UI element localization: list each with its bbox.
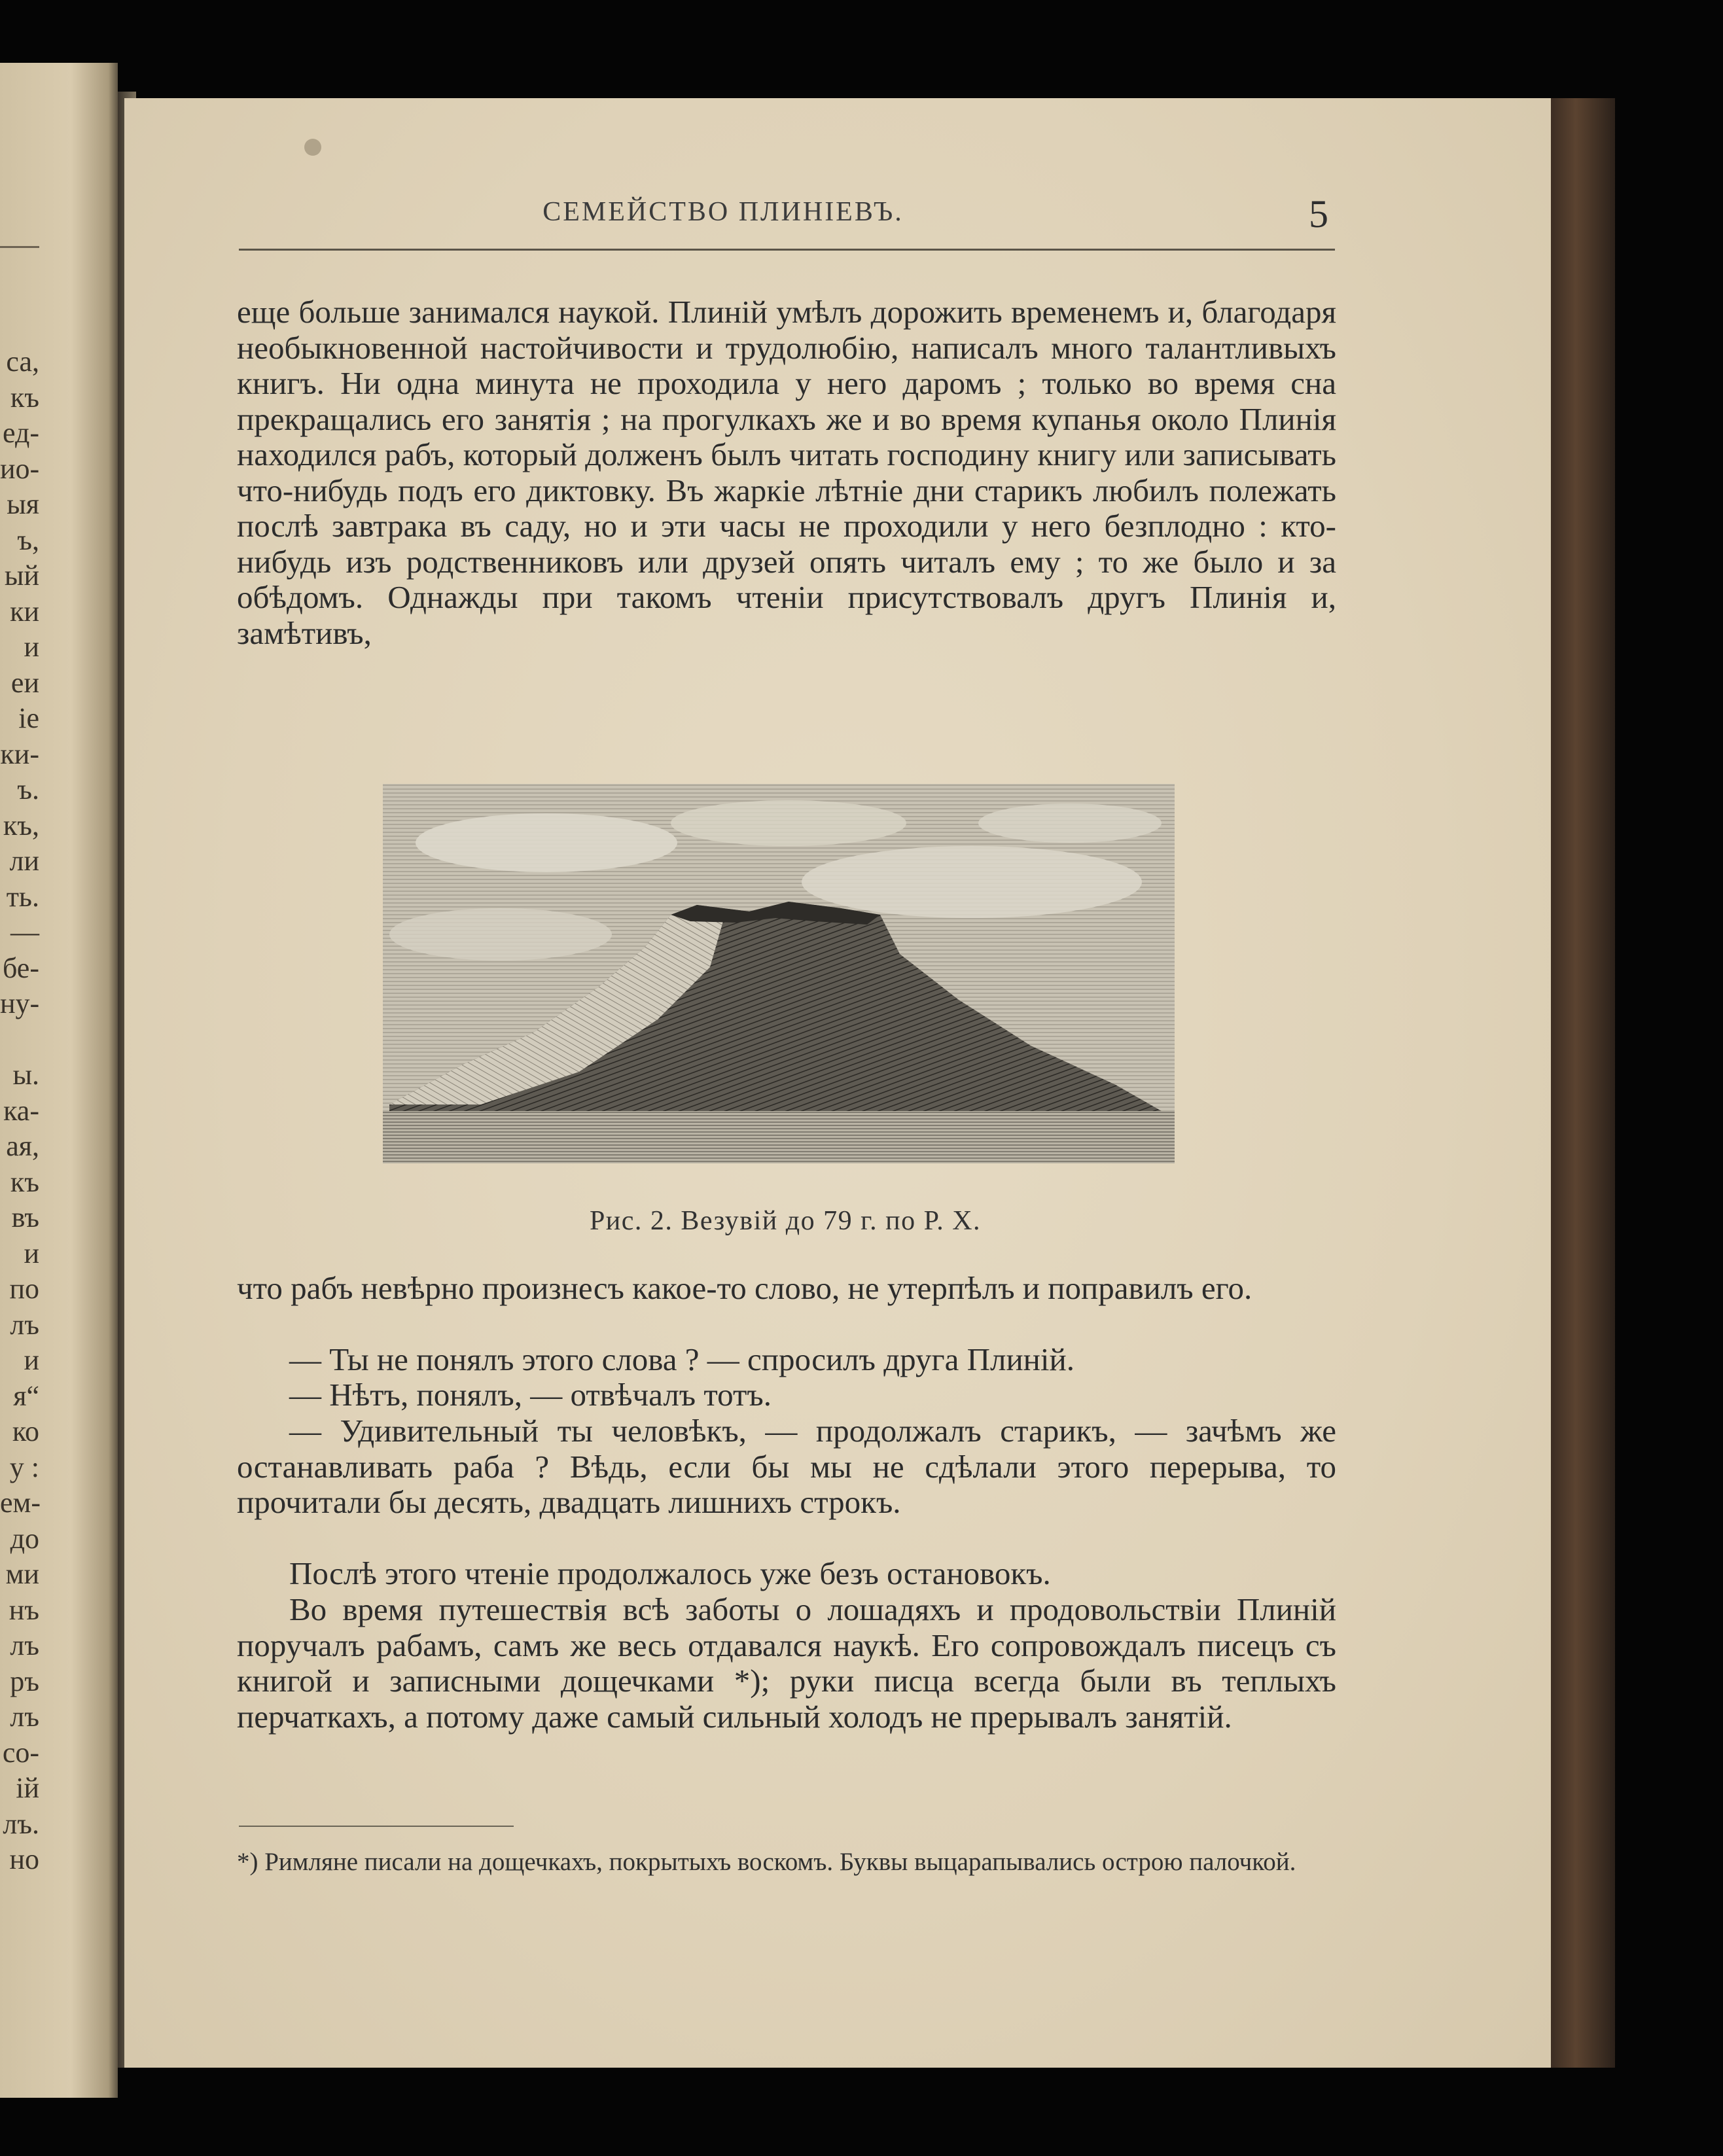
left-page-fragment: въ <box>11 1201 39 1233</box>
running-head: СЕМЕЙСТВО ПЛИНIЕВЪ. <box>542 197 904 227</box>
figure-caption: Рис. 2. Везувiй до 79 г. по Р. Х. <box>589 1206 982 1236</box>
left-page-fragment: ед- <box>3 417 39 449</box>
left-page-fragment: ъ. <box>17 773 39 805</box>
paragraph-1: еще больше занимался наукой. Плинiй умѣлъ дорожить временемъ и, благодаря необыкновенной настойчивости и трудолюбiю, написалъ много талантливыхъ книгъ. Ни одна минута не проходила у него даромъ ; только во время сна прекращались его занятiя ; на прогулкахъ же и во время купанья около Плинiя находился рабъ, который долженъ былъ читать господину книгу или записывать что-нибудь подъ его диктовку. Въ жаркiе лѣтнiе дни старикъ любилъ полежать послѣ завтрака въ саду, но и эти часы не проходили у него безплодно : кто-нибудь изъ родственниковъ или друзей опять читалъ ему ; то же было и за обѣдомъ. Однажды при такомъ чтенiи присутствовалъ другъ Плинiя и, замѣтивъ, <box>237 294 1336 651</box>
footnote-rule <box>239 1826 514 1827</box>
dialogue-line-2: — Нѣтъ, понялъ, — отвѣчалъ тотъ. <box>289 1377 772 1413</box>
left-page-fragment: по <box>9 1273 39 1305</box>
paragraph-2: что рабъ невѣрно произнесъ какое-то слово, не утерпѣлъ и поправилъ его. <box>237 1270 1252 1306</box>
left-page-fragment: но <box>9 1843 39 1875</box>
left-page-fragment: — <box>10 916 39 948</box>
left-page-fragment: iе <box>18 702 39 734</box>
header-rule <box>239 249 1335 251</box>
left-page-fragment: у : <box>9 1451 39 1483</box>
left-page-fragment: бе- <box>3 951 39 984</box>
left-page-fragment: ну- <box>0 987 40 1019</box>
left-page-fragment: я“ <box>13 1379 39 1412</box>
vesuvius-illustration <box>383 784 1175 1163</box>
left-page-fragment: ть. <box>6 880 39 913</box>
left-page-fragment: ли <box>9 845 39 877</box>
left-page-fragment: iй <box>16 1772 39 1804</box>
left-page-fragment: са, <box>6 345 39 378</box>
book-cover-edge <box>1550 98 1615 2068</box>
left-page-fragment: ми <box>5 1558 39 1590</box>
left-page-fragment: ки- <box>0 737 39 770</box>
left-page-fragment: ко <box>12 1415 39 1447</box>
left-page-fragment: ая, <box>6 1130 39 1162</box>
left-page-header-rule <box>0 246 39 248</box>
left-page-fragment: лъ. <box>3 1807 39 1840</box>
left-page-fragment: ый <box>4 559 39 592</box>
left-page-fragment: со- <box>2 1736 39 1769</box>
left-page-fragment: и <box>24 1344 39 1376</box>
book-page <box>124 98 1551 2068</box>
left-page-fragment: ъ, <box>17 523 39 556</box>
left-page-fragment: ки <box>10 595 39 627</box>
paragraph-3: Послѣ этого чтенiе продолжалось уже безъ остановокъ. <box>289 1555 1051 1591</box>
left-page-fragment: еи <box>10 666 39 699</box>
left-page-fragment: ы. <box>12 1059 39 1091</box>
paragraph-4: Во время путешествiя всѣ заботы о лошадяхъ и продовольствiи Плинiй поручалъ рабамъ, самъ же весь отдавался наукѣ. Его сопровождалъ писецъ съ книгой и записными дощечками *); руки писца всегда были въ теплыхъ перчаткахъ, а потому даже самый сильный холодъ не прерывалъ занятiй. <box>237 1591 1336 1735</box>
left-page-fragment: ръ <box>10 1665 39 1697</box>
left-page-fragment: ем- <box>0 1487 41 1519</box>
page-number: 5 <box>1309 192 1328 236</box>
dialogue-line-1: — Ты не понялъ этого слова ? — спросилъ друга Плинiй. <box>289 1341 1075 1377</box>
left-page-edge <box>0 63 118 2098</box>
left-page-fragment: лъ <box>10 1308 39 1341</box>
dialogue-line-3: — Удивительный ты человѣкъ, — продолжалъ старикъ, — зачѣмъ же останавливать раба ? Вѣдь, если бы мы не сдѣлали этого перерыва, то прочитали бы десять, двадцать лишнихъ строкъ. <box>237 1413 1336 1520</box>
left-page-fragment: до <box>10 1522 39 1555</box>
left-page-fragment: къ <box>10 1165 39 1198</box>
vesuvius-engraving <box>383 784 1175 1163</box>
page-stain <box>304 139 321 156</box>
left-page-fragment: къ, <box>3 809 39 841</box>
left-page-fragment: къ <box>10 381 39 414</box>
footnote: *) Римляне писали на дощечкахъ, покрытыхъ воскомъ. Буквы выцарапывались острою палочкой. <box>237 1848 1296 1876</box>
left-page-fragment: и <box>24 1237 39 1269</box>
left-page-fragment: лъ <box>10 1629 39 1661</box>
left-page-fragment: ка- <box>3 1094 39 1127</box>
left-page-fragment: ыя <box>7 488 39 520</box>
left-page-fragment: и <box>24 631 39 663</box>
left-page-fragment: нъ <box>9 1593 39 1626</box>
left-page-fragment: ио- <box>0 452 40 485</box>
left-page-fragment: лъ <box>10 1701 39 1733</box>
